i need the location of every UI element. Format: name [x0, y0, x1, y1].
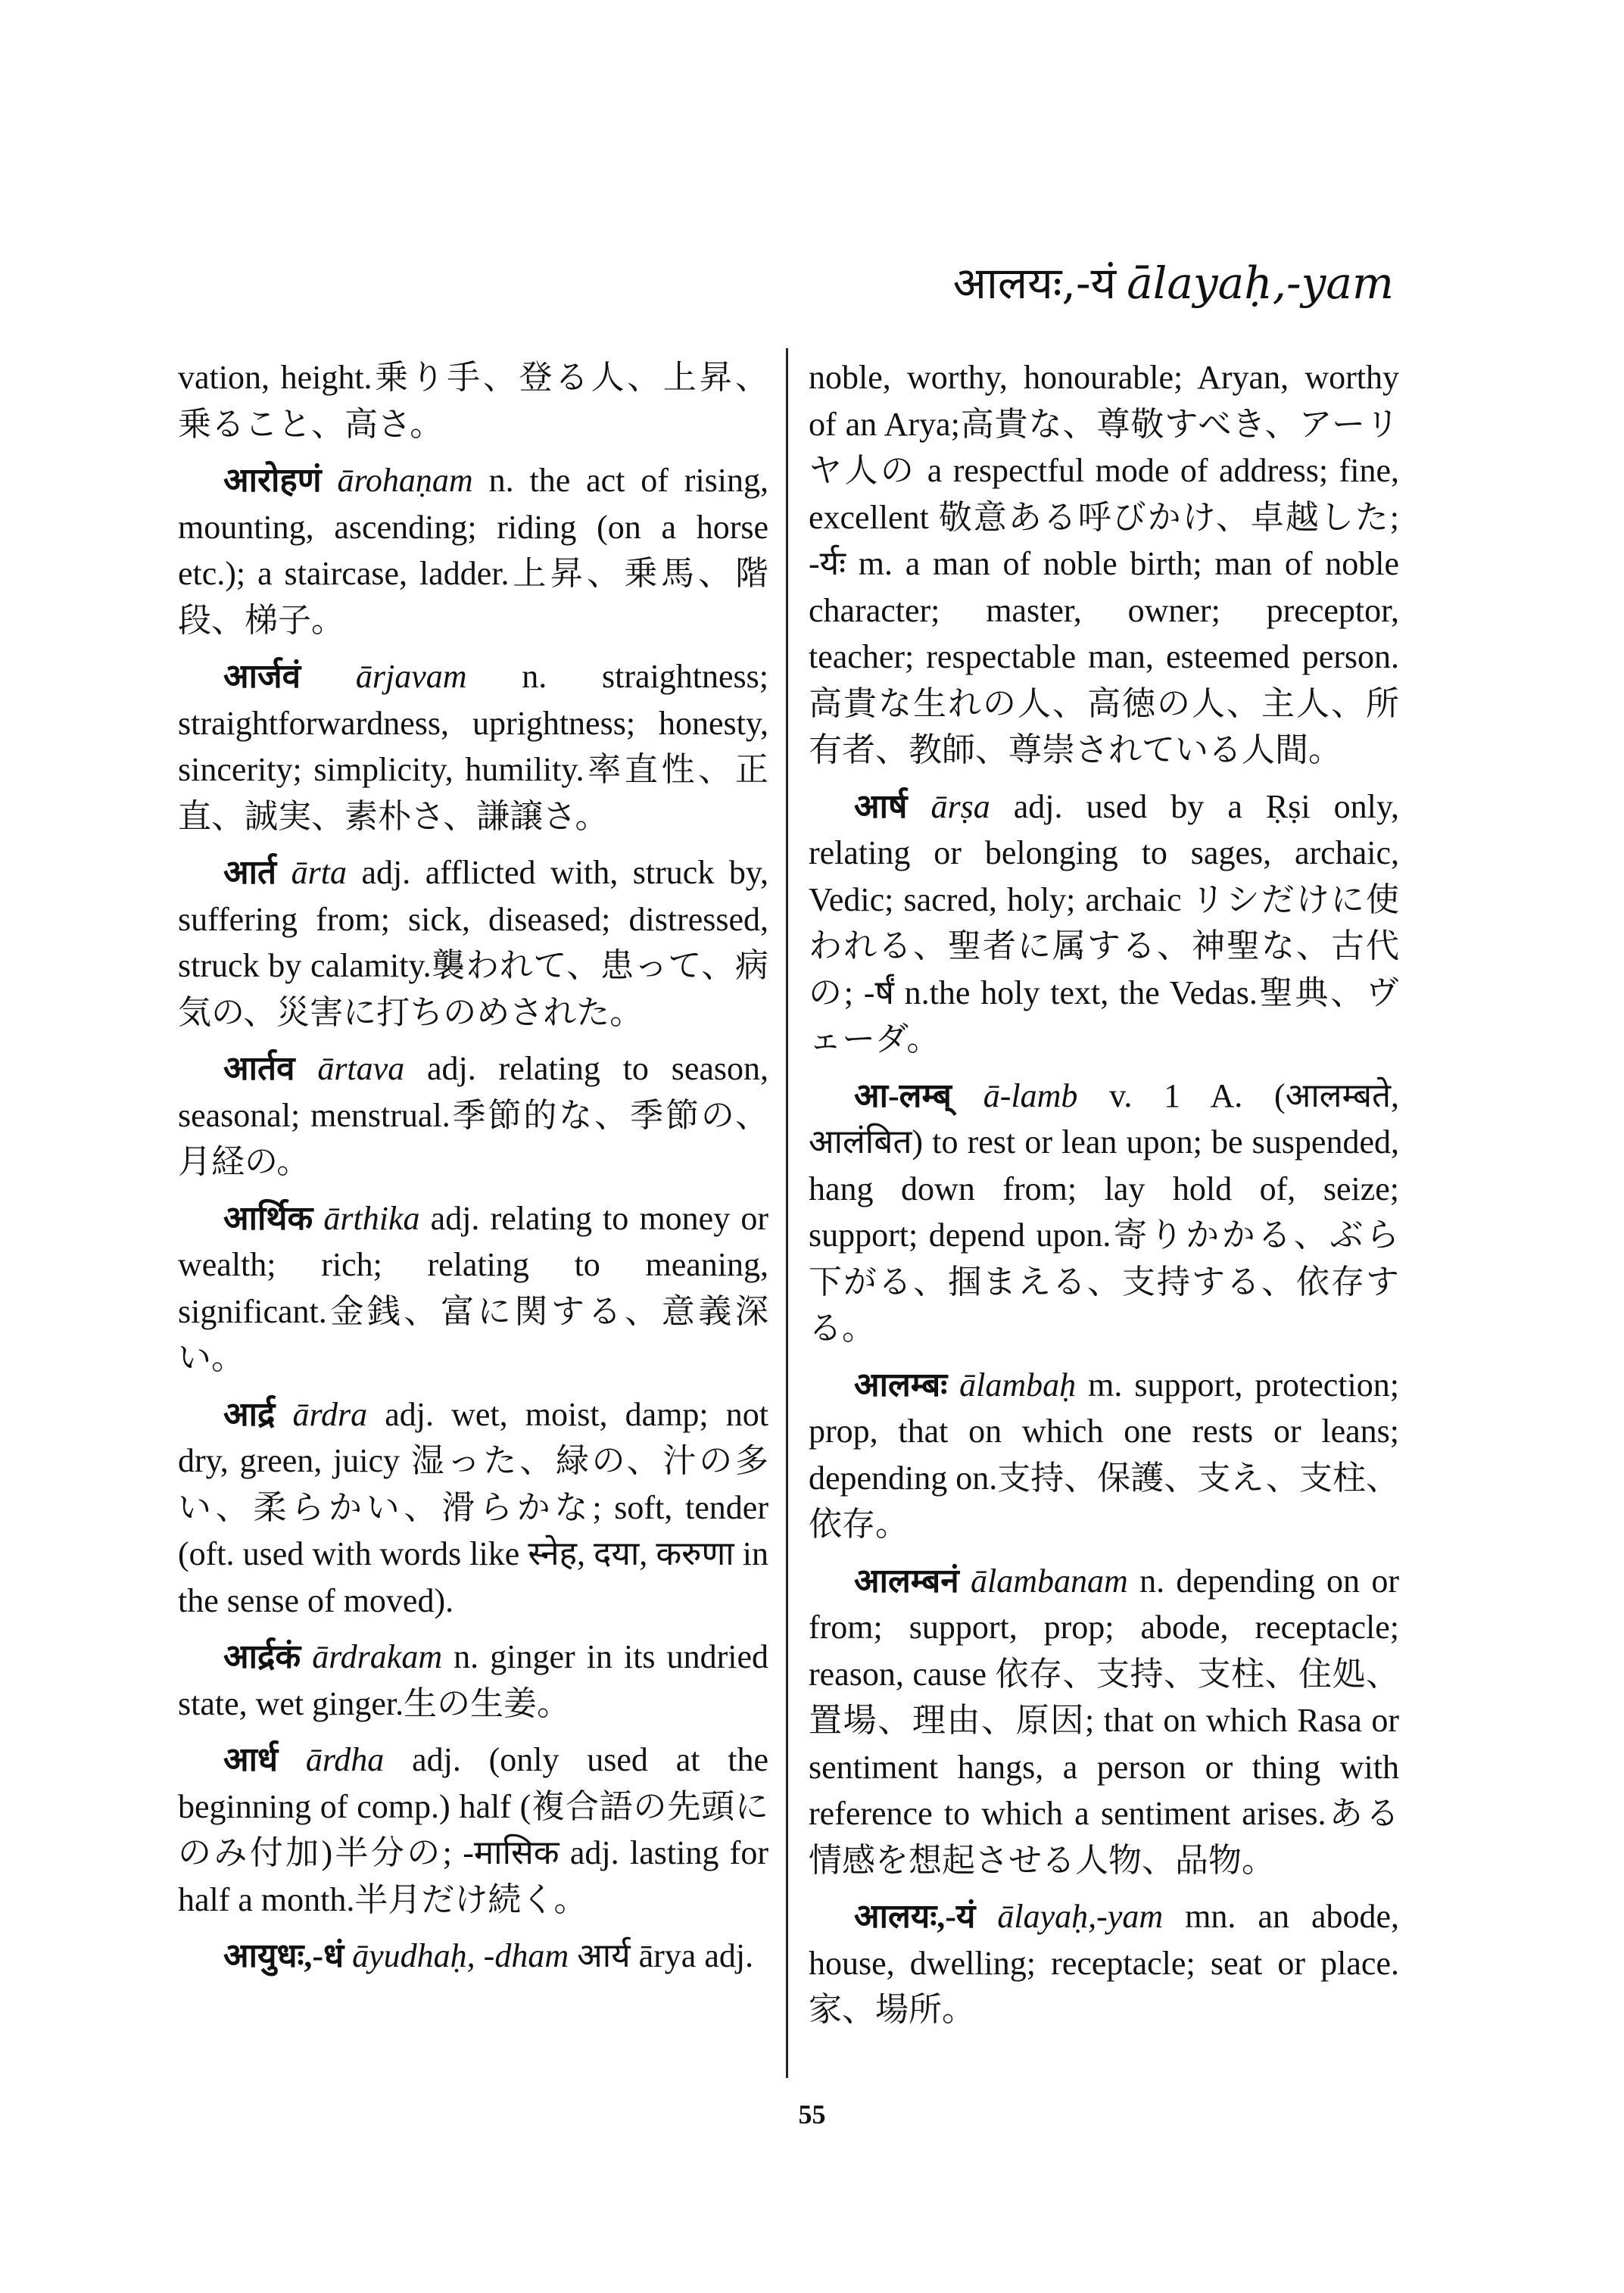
dictionary-entry — [809, 1073, 1399, 1352]
dictionary-entry — [178, 1737, 768, 1923]
transliteration: ārdra — [292, 1395, 368, 1433]
definition: adj. wet, moist, damp; not dry, green, juicy 湿った、緑の、汁の多い、柔らかい、滑らかな; soft, tender (oft. used with words like स्नेह, दया, करुणा in the sense of moved). — [178, 1395, 768, 1619]
dictionary-entry — [178, 1195, 768, 1382]
dictionary-entry-continuation: vation, height.乗り手、登る人、上昇、乗ること、高さ。 — [178, 359, 768, 443]
definition: adj. (only used at the beginning of comp.) half (複合語の先頭にのみ付加)半分の; -मासिक adj. lasting for half a month.半月だけ続く。 — [178, 1741, 768, 1918]
headword: आर्तव — [223, 1050, 295, 1087]
headword: आर्ष — [854, 787, 908, 825]
transliteration: ārta — [291, 854, 347, 891]
left-column — [178, 354, 768, 1989]
header-transliteration: ālayaḥ,-yam — [1127, 257, 1394, 309]
column-divider — [786, 348, 788, 2078]
definition: adj. used by a Ṛṣi only, relating or belonging to sages, archaic, Vedic; sacred, holy; archaic リシだけに使われる、聖者に属する、神聖な、古代の; -र्षं n.the holy text, the Vedas.聖典、ヴェーダ。 — [809, 787, 1400, 1058]
transliteration: ārdrakam — [312, 1638, 443, 1675]
dictionary-entry-continuation: noble, worthy, honourable; Aryan, worthy of an Arya;高貴な、尊敬すべき、アーリヤ人の a respectful mode of address; fine, excellent 敬意ある呼びかけ、卓越した; -र्यः m. a man of noble birth; man of noble character; master, owner; preceptor, teacher; respectable man, esteemed person.高貴な生れの人、高徳の人、主人、所有者、教師、尊崇されている人間。 — [809, 359, 1399, 768]
dictionary-entry — [178, 1933, 768, 1980]
definition: आर्य ārya adj. — [577, 1937, 754, 1974]
transliteration: ārjavam — [355, 658, 467, 695]
transliteration: ārtava — [317, 1050, 405, 1087]
definition: m. support, protection; prop, that on which one rests or leans; depending on.支持、保護、支え、支柱、依存。 — [809, 1366, 1400, 1543]
headword: आर्जवं — [223, 658, 301, 695]
definition: n. straightness; straightforwardness, uprightness; honesty, sincerity; simplicity, humility.率直性、正直、誠実、素朴さ、謙譲さ。 — [178, 658, 769, 835]
transliteration: ālayaḥ,-yam — [997, 1898, 1164, 1935]
transliteration: ārthika — [323, 1199, 420, 1237]
definition: adj. relating to season, seasonal; menstrual.季節的な、季節の、月経の。 — [178, 1050, 769, 1180]
definition: n. depending on or from; support, prop; abode, receptacle; reason, cause 依存、支持、支柱、住処、置場、理由、原因; that on which Rasa or sentiment hangs, a person or thing with reference to which a sentiment arises.ある情感を想起させる人物、品物。 — [809, 1562, 1400, 1879]
dictionary-entry — [178, 849, 768, 1036]
headword: आर्त — [223, 854, 277, 891]
definition: n. the act of rising, mounting, ascending; riding (on a horse etc.); a staircase, ladder.上昇、乗馬、階段、梯子。 — [178, 462, 769, 639]
headword: आलम्बनं — [854, 1562, 959, 1600]
headword: आयुधः,-धं — [223, 1937, 344, 1974]
dictionary-entry — [178, 1391, 768, 1625]
transliteration: ā-lamb — [983, 1076, 1078, 1114]
page-number: 55 — [798, 2099, 826, 2129]
transliteration: ālambaḥ — [959, 1366, 1077, 1404]
headword: आलयः,-यं — [854, 1898, 976, 1935]
definition: n. ginger in its undried state, wet ginger.生の生姜。 — [178, 1638, 769, 1722]
headword: आर्थिक — [223, 1199, 313, 1237]
definition: mn. an abode, house, dwelling; receptacle; seat or place.家、場所。 — [809, 1898, 1400, 2028]
transliteration: āyudhaḥ, -dham — [352, 1937, 569, 1974]
transliteration: ārṣa — [930, 787, 990, 825]
definition: v. 1 A. (आलम्बते, आलंबित) to rest or lean upon; be suspended, hang down from; lay hold of, seize; support; depend upon.寄りかかる、ぶら下がる、掴まえる、支持する、依存する。 — [809, 1076, 1400, 1347]
definition: adj. afflicted with, struck by, suffering from; sick, diseased; distressed, struck by calamity.襲われて、患って、病気の、災害に打ちのめされた。 — [178, 854, 769, 1031]
headword: आर्द्र — [223, 1395, 276, 1433]
headword: आ-लम्ब् — [854, 1076, 952, 1114]
transliteration: ālambanam — [970, 1562, 1128, 1600]
dictionary-entry — [178, 1634, 768, 1727]
right-column — [809, 354, 1399, 2043]
definition: adj. relating to money or wealth; rich; relating to meaning, significant.金銭、富に関する、意義深い。 — [178, 1199, 768, 1376]
headword: आलम्बः — [854, 1366, 948, 1404]
transliteration: ārdha — [305, 1741, 385, 1778]
dictionary-entry — [809, 1893, 1399, 2033]
dictionary-entry — [178, 653, 768, 840]
headword: आरोहणं — [223, 462, 322, 499]
headword: आर्द्रकं — [223, 1638, 301, 1675]
dictionary-entry — [809, 1362, 1399, 1548]
dictionary-entry — [809, 784, 1399, 1063]
dictionary-entry — [178, 457, 768, 643]
header-devanagari: आलयः,-यं — [952, 257, 1117, 309]
transliteration: ārohaṇam — [337, 462, 473, 499]
dictionary-entry — [178, 1045, 768, 1185]
headword: आर्ध — [223, 1741, 279, 1778]
running-header — [952, 257, 1394, 309]
dictionary-entry — [809, 1558, 1399, 1884]
